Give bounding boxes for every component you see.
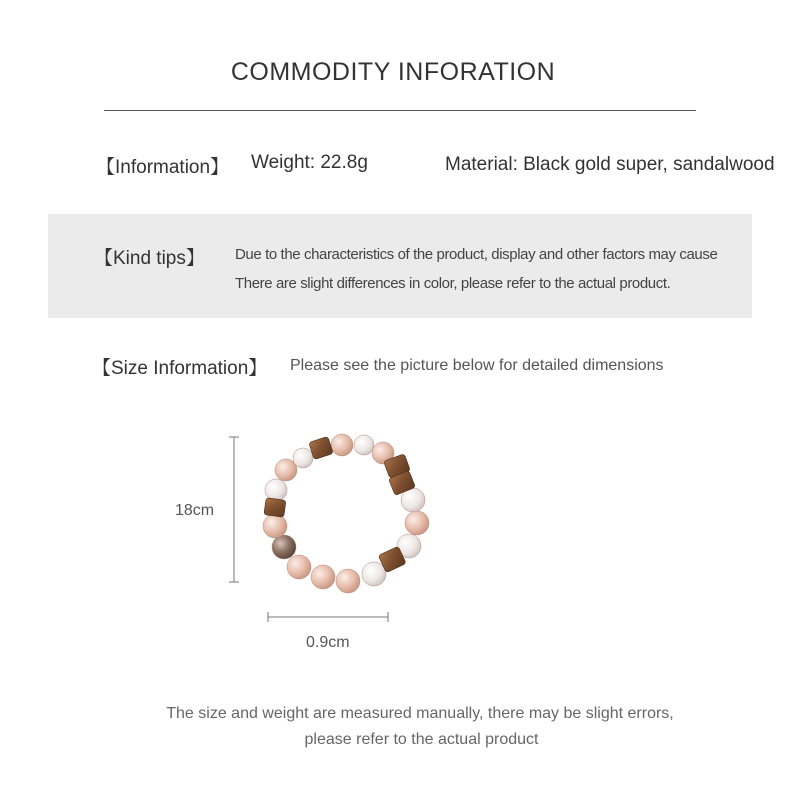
crystal-bead <box>287 555 311 579</box>
width-dimension-line <box>268 612 388 622</box>
crystal-bead <box>263 514 287 538</box>
sandalwood-bead <box>264 498 286 518</box>
width-dimension-label: 0.9cm <box>306 634 350 651</box>
crystal-bead <box>336 569 360 593</box>
page-title: COMMODITY INFORATION <box>230 58 556 86</box>
crystal-bead <box>331 434 353 456</box>
weight-value: Weight: 22.8g <box>251 152 368 173</box>
smoky-bead <box>272 535 296 559</box>
height-dimension-line <box>229 437 239 582</box>
crystal-bead <box>293 448 313 468</box>
height-dimension-label: 18cm <box>175 502 215 519</box>
size-information-label: 【Size Information】 <box>92 358 268 379</box>
crystal-bead <box>405 511 429 535</box>
information-label: 【Information】 <box>96 157 230 178</box>
footer-note-1: The size and weight are measured manually, there may be slight errors, <box>166 705 674 722</box>
crystal-bead <box>362 562 386 586</box>
crystal-bead <box>265 479 287 501</box>
material-value: Material: Black gold super, sandalwood <box>445 154 775 175</box>
size-information-description: Please see the picture below for detailed dimensions <box>290 357 664 374</box>
kind-tips-label: 【Kind tips】 <box>94 248 205 269</box>
footer-note-2: please refer to the actual product <box>304 731 539 748</box>
kind-tips-text-1: Due to the characteristics of the product, display and other factors may cause <box>235 246 718 263</box>
crystal-bead <box>354 435 374 455</box>
crystal-bead <box>311 565 335 589</box>
kind-tips-text-2: There are slight differences in color, please refer to the actual product. <box>235 275 671 292</box>
